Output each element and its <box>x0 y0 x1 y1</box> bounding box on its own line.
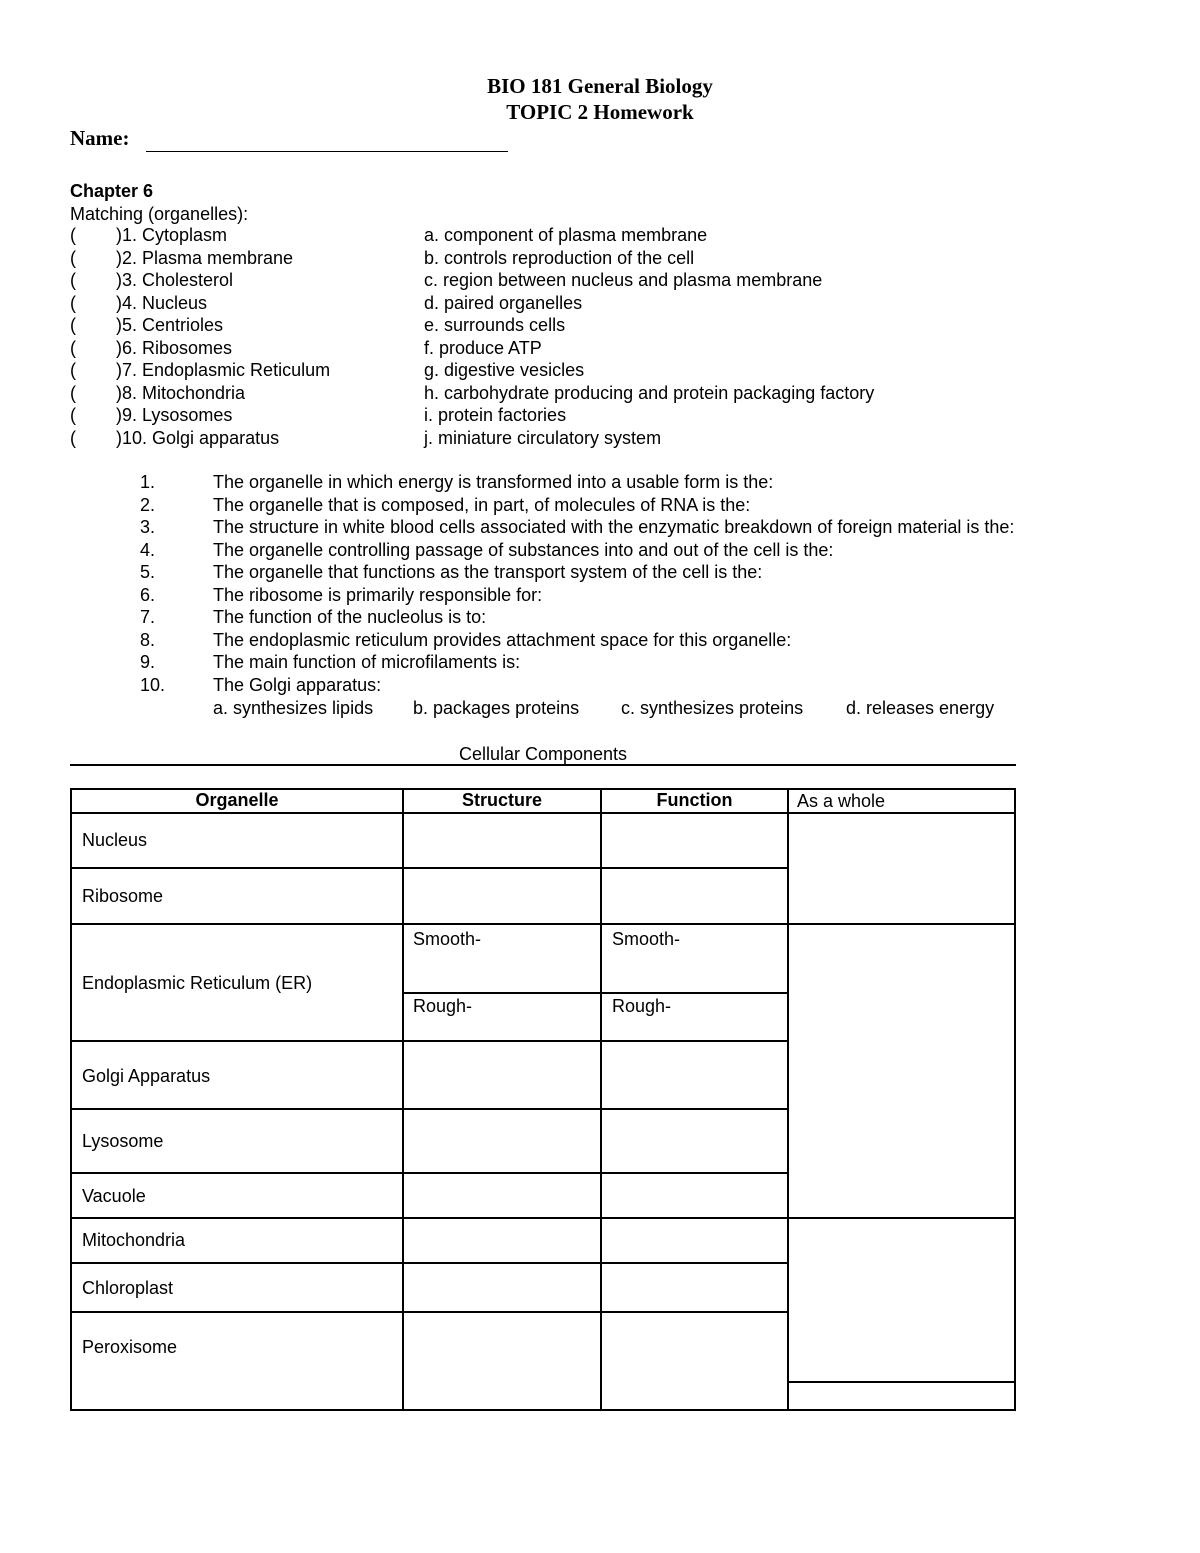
definition: c. region between nucleus and plasma membrane <box>424 270 823 290</box>
question-number: 9. <box>140 652 156 672</box>
row-line <box>70 1311 789 1313</box>
row-line <box>70 1108 789 1110</box>
definition: g. digestive vesicles <box>424 360 585 380</box>
term: )9. Lysosomes <box>116 405 233 425</box>
answer-blank[interactable]: ( <box>70 360 76 380</box>
table-caption: Cellular Components <box>458 744 628 764</box>
whole-bottom-line <box>787 1381 1016 1383</box>
answer-blank[interactable]: ( <box>70 270 76 290</box>
answer-blank[interactable]: ( <box>70 427 76 448</box>
course-title: BIO 181 General Biology <box>487 74 713 98</box>
term: )6. Ribosomes <box>116 337 233 358</box>
question-number: 5. <box>140 562 156 582</box>
row-label-ribosome: Ribosome <box>82 886 164 906</box>
row-label-nucleus: Nucleus <box>82 830 148 850</box>
answer-blank[interactable]: ( <box>70 315 76 335</box>
header-function: Function <box>656 790 733 810</box>
choice-a[interactable]: a. synthesizes lipids <box>213 698 374 718</box>
choice-b[interactable]: b. packages proteins <box>413 698 580 718</box>
question-text: The ribosome is primarily responsible for: <box>213 584 543 605</box>
col-sep-structure <box>402 788 404 1411</box>
assignment-title: TOPIC 2 Homework <box>506 100 694 124</box>
header-organelle: Organelle <box>195 790 279 810</box>
question-text: The Golgi apparatus: <box>213 674 382 695</box>
definition: a. component of plasma membrane <box>424 225 708 245</box>
row-line <box>70 1172 789 1174</box>
question-text: The organelle in which energy is transformed into a usable form is the: <box>213 472 774 492</box>
definition: h. carbohydrate producing and protein packaging factory <box>424 382 875 403</box>
question-number: 8. <box>140 629 156 650</box>
term: )4. Nucleus <box>116 292 208 313</box>
term: )3. Cholesterol <box>116 270 234 290</box>
row-label-chloroplast: Chloroplast <box>82 1278 174 1298</box>
er-structure-smooth: Smooth- <box>413 929 482 949</box>
er-structure-rough: Rough- <box>413 996 473 1016</box>
answer-blank[interactable]: ( <box>70 225 76 245</box>
question-number: 2. <box>140 494 156 515</box>
question-number: 7. <box>140 607 156 627</box>
row-label-peroxisome: Peroxisome <box>82 1337 178 1357</box>
term: )8. Mitochondria <box>116 382 246 403</box>
question-number: 10. <box>140 674 166 695</box>
definition: e. surrounds cells <box>424 315 566 335</box>
row-line <box>70 867 789 869</box>
question-text: The structure in white blood cells associated with the enzymatic breakdown of foreign material is the: <box>213 517 1015 537</box>
row-label-er: Endoplasmic Reticulum (ER) <box>82 973 313 993</box>
row-label-golgi: Golgi Apparatus <box>82 1066 211 1086</box>
col-sep-function <box>600 788 602 1411</box>
row-line <box>70 1262 789 1264</box>
question-number: 4. <box>140 539 156 560</box>
term: )5. Centrioles <box>116 315 224 335</box>
name-label: Name: <box>70 126 130 150</box>
term: )7. Endoplasmic Reticulum <box>116 360 331 380</box>
er-function-rough: Rough- <box>612 996 672 1016</box>
row-line <box>70 1040 789 1042</box>
answer-blank[interactable]: ( <box>70 292 76 313</box>
choice-d[interactable]: d. releases energy <box>846 698 995 718</box>
name-blank-line[interactable] <box>146 151 508 152</box>
question-text: The endoplasmic reticulum provides attachment space for this organelle: <box>213 629 792 650</box>
definition: f. produce ATP <box>424 337 542 358</box>
answer-blank[interactable]: ( <box>70 382 76 403</box>
table-border-right <box>1014 788 1016 1411</box>
matching-label: Matching (organelles): <box>70 204 249 224</box>
header-structure: Structure <box>461 790 542 810</box>
er-sub-line <box>402 992 789 994</box>
choice-c[interactable]: c. synthesizes proteins <box>621 698 804 718</box>
definition: d. paired organelles <box>424 292 583 313</box>
answer-blank[interactable]: ( <box>70 247 76 268</box>
question-number: 6. <box>140 584 156 605</box>
answer-blank[interactable]: ( <box>70 405 76 425</box>
term: )10. Golgi apparatus <box>116 427 280 448</box>
row-line <box>70 923 1016 925</box>
question-number: 1. <box>140 472 156 492</box>
question-text: The organelle that functions as the transport system of the cell is the: <box>213 562 763 582</box>
col-sep-whole <box>787 788 789 1411</box>
table-border-bottom <box>70 1409 1016 1411</box>
definition: j. miniature circulatory system <box>424 427 662 448</box>
row-label-mitochondria: Mitochondria <box>82 1230 186 1250</box>
row-label-lysosome: Lysosome <box>82 1131 164 1151</box>
term: )2. Plasma membrane <box>116 247 294 268</box>
header-as-a-whole: As a whole <box>797 791 886 811</box>
row-label-vacuole: Vacuole <box>82 1186 146 1206</box>
question-text: The function of the nucleolus is to: <box>213 607 487 627</box>
question-text: The main function of microfilaments is: <box>213 652 521 672</box>
caption-rule <box>70 764 1016 766</box>
table-border-left <box>70 788 72 1411</box>
definition: b. controls reproduction of the cell <box>424 247 695 268</box>
row-line <box>70 1217 1016 1219</box>
er-function-smooth: Smooth- <box>612 929 681 949</box>
question-text: The organelle that is composed, in part, of molecules of RNA is the: <box>213 494 751 515</box>
question-number: 3. <box>140 517 156 537</box>
term: )1. Cytoplasm <box>116 225 228 245</box>
question-text: The organelle controlling passage of substances into and out of the cell is the: <box>213 539 834 560</box>
chapter-heading: Chapter 6 <box>70 181 154 201</box>
definition: i. protein factories <box>424 405 567 425</box>
answer-blank[interactable]: ( <box>70 337 76 358</box>
